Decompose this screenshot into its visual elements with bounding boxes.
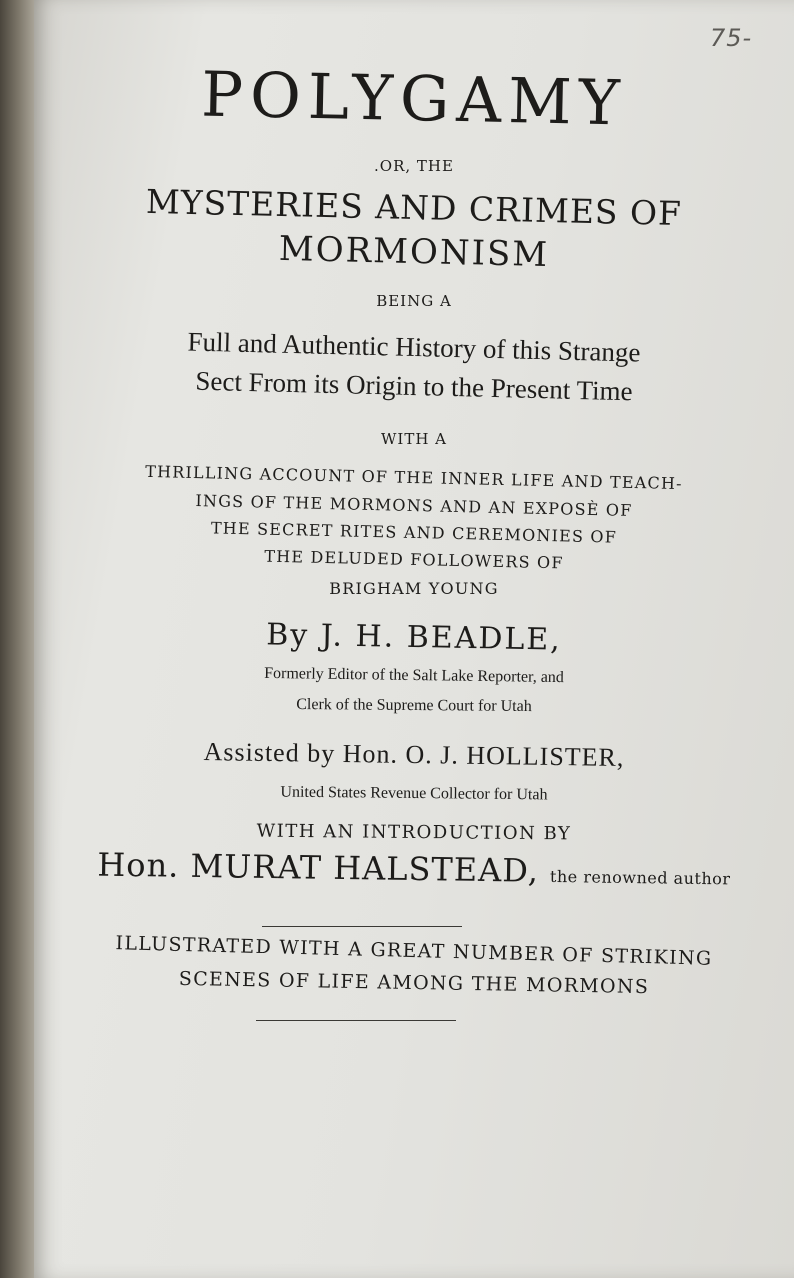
or-the-connector: .OR, THE bbox=[374, 157, 454, 175]
account-line: THE SECRET RITES AND CEREMONIES OF bbox=[210, 518, 618, 547]
introduction-author-line bbox=[34, 845, 794, 894]
illustrated-line-1: ILLUSTRATED WITH A GREAT NUMBER OF STRIKING bbox=[115, 932, 713, 970]
subtitle-line-2: MORMONISM bbox=[278, 228, 550, 276]
author-credit-line-2: Clerk of the Supreme Court for Utah bbox=[296, 695, 532, 716]
description-line-2: Sect From its Origin to the Present Time bbox=[195, 365, 633, 407]
introduction-author-desc: the renowned author bbox=[549, 866, 731, 889]
account-line: THRILLING ACCOUNT OF THE INNER LIFE AND TEACH- bbox=[145, 461, 683, 494]
being-a-connector: BEING A bbox=[376, 292, 452, 310]
account-line: BRIGHAM YOUNG bbox=[329, 579, 499, 598]
introduction-by: WITH AN INTRODUCTION BY bbox=[256, 820, 572, 845]
divider-rule bbox=[256, 1020, 456, 1021]
subtitle-line-1: MYSTERIES AND CRIMES OF bbox=[145, 181, 683, 234]
account-line: THE DELUDED FOLLOWERS OF bbox=[264, 546, 564, 573]
description-line-1: Full and Authentic History of this Strange bbox=[187, 326, 641, 368]
author-line: By J. H. BEADLE, bbox=[265, 617, 563, 658]
account-line: INGS OF THE MORMONS AND AN EXPOSÈ OF bbox=[195, 491, 633, 520]
title-page bbox=[34, 0, 794, 1278]
with-a-connector: WITH A bbox=[380, 430, 448, 448]
assistant-credit: United States Revenue Collector for Utah bbox=[280, 783, 548, 804]
assistant-line: Assisted by Hon. O. J. HOLLISTER, bbox=[203, 737, 625, 772]
introduction-author-name: Hon. MURAT HALSTEAD, bbox=[97, 845, 540, 890]
pencil-price-note: 75- bbox=[710, 24, 753, 52]
author-credit-line-1: Formerly Editor of the Salt Lake Reporter, and bbox=[264, 664, 564, 687]
illustrated-line-2: SCENES OF LIFE AMONG THE MORMONS bbox=[178, 967, 650, 999]
book-title: POLYGAMY bbox=[200, 57, 628, 140]
divider-rule bbox=[262, 926, 462, 927]
